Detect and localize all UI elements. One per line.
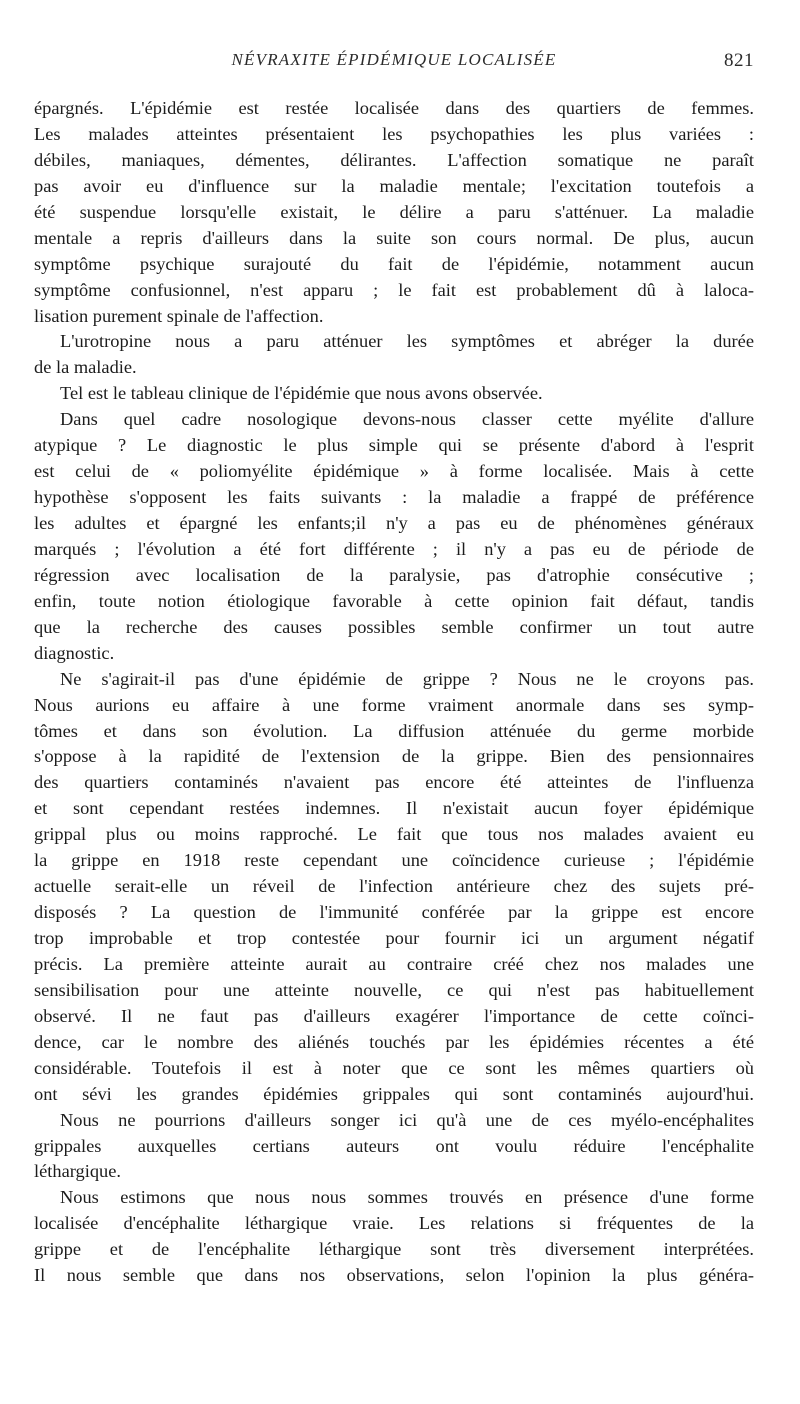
body-text [34, 96, 754, 1289]
text-line: Ne s'agirait-il pas d'une épidémie de grippe ? Nous ne le croyons pas. [60, 668, 754, 689]
page-number: 821 [724, 50, 754, 71]
text-line: précis. La première atteinte aurait au contraire créé chez nos malades une [34, 953, 754, 974]
text-line: Tel est le tableau clinique de l'épidémie que nous avons observée. [60, 383, 543, 404]
text-line: mentale a repris d'ailleurs dans la suite son cours normal. De plus, aucun [34, 227, 754, 248]
text-line: régression avec localisation de la paralysie, pas d'atrophie consécutive ; [34, 564, 754, 585]
text-line: diagnostic. [34, 642, 115, 663]
text-line: disposés ? La question de l'immunité conférée par la grippe est encore [34, 902, 754, 923]
text-line: Nous ne pourrions d'ailleurs songer ici qu'à une de ces myélo-encéphalites [60, 1109, 754, 1130]
text-line: actuelle serait-elle un réveil de l'infection antérieure chez des sujets pré- [34, 876, 754, 897]
text-line: Nous estimons que nous nous sommes trouvés en présence d'une forme [60, 1187, 754, 1208]
text-line: observé. Il ne faut pas d'ailleurs exagérer l'importance de cette coïnci- [34, 1005, 754, 1026]
text-line: ont sévi les grandes épidémies grippales qui sont contaminés aujourd'hui. [34, 1083, 754, 1104]
text-line: considérable. Toutefois il est à noter que ce sont les mêmes quartiers où [34, 1057, 754, 1078]
text-line: été suspendue lorsqu'elle existait, le délire a paru s'atténuer. La maladie [34, 201, 754, 222]
text-line: s'oppose à la rapidité de l'extension de la grippe. Bien des pensionnaires [34, 746, 754, 767]
text-line: Il nous semble que dans nos observations, selon l'opinion la plus généra- [34, 1265, 754, 1286]
text-line: hypothèse s'opposent les faits suivants : la maladie a frappé de préférence [34, 487, 754, 508]
text-line: marqués ; l'évolution a été fort différente ; il n'y a pas eu de période de [34, 538, 754, 559]
running-title: NÉVRAXITE ÉPIDÉMIQUE LOCALISÉE [231, 50, 557, 69]
text-line: des quartiers contaminés n'avaient pas encore été atteintes de l'influenza [34, 772, 754, 793]
text-line: sensibilisation pour une atteinte nouvelle, ce qui n'est pas habituellement [34, 979, 754, 1000]
text-line: et sont cependant restées indemnes. Il n'existait aucun foyer épidémique [34, 798, 754, 819]
text-line: enfin, toute notion étiologique favorable à cette opinion fait défaut, tandis [34, 590, 754, 611]
text-line: pas avoir eu d'influence sur la maladie mentale; l'excitation toutefois a [34, 175, 754, 196]
text-line: L'urotropine nous a paru atténuer les symptômes et abréger la durée [60, 331, 754, 352]
text-line: symptôme confusionnel, n'est apparu ; le fait est probablement dû à laloca- [34, 279, 754, 300]
running-header [34, 50, 754, 76]
text-line: lisation purement spinale de l'affection. [34, 305, 324, 326]
text-line: localisée d'encéphalite léthargique vraie. Les relations si fréquentes de la [34, 1213, 754, 1234]
text-line: grippe et de l'encéphalite léthargique sont très diversement interprétées. [34, 1239, 754, 1260]
text-line: grippales auxquelles certians auteurs ont voulu réduire l'encéphalite [34, 1135, 754, 1156]
text-line: léthargique. [34, 1161, 121, 1182]
text-line: Dans quel cadre nosologique devons-nous classer cette myélite d'allure [60, 409, 754, 430]
text-line: symptôme psychique surajouté du fait de l'épidémie, notamment aucun [34, 253, 754, 274]
text-line: dence, car le nombre des aliénés touchés par les épidémies récentes a été [34, 1031, 754, 1052]
text-line: que la recherche des causes possibles semble confirmer un tout autre [34, 616, 754, 637]
text-line: Nous aurions eu affaire à une forme vraiment anormale dans ses symp- [34, 694, 754, 715]
text-line: les adultes et épargné les enfants;il n'y a pas eu de phénomènes généraux [34, 513, 754, 533]
text-line: est celui de « poliomyélite épidémique » à forme localisée. Mais à cette [34, 461, 754, 482]
text-line: de la maladie. [34, 357, 137, 378]
text-line: tômes et dans son évolution. La diffusion atténuée du germe morbide [34, 720, 754, 741]
text-line: la grippe en 1918 reste cependant une coïncidence curieuse ; l'épidémie [34, 850, 754, 871]
text-line: Les malades atteintes présentaient les psychopathies les plus variées : [34, 123, 754, 144]
text-line: grippal plus ou moins rapproché. Le fait que tous nos malades avaient eu [34, 824, 754, 845]
text-line: trop improbable et trop contestée pour fournir ici un argument négatif [34, 928, 754, 948]
text-line: atypique ? Le diagnostic le plus simple qui se présente d'abord à l'esprit [34, 435, 754, 456]
text-line: débiles, maniaques, démentes, délirantes. L'affection somatique ne paraît [34, 149, 754, 170]
text-line: épargnés. L'épidémie est restée localisée dans des quartiers de femmes. [34, 98, 754, 118]
